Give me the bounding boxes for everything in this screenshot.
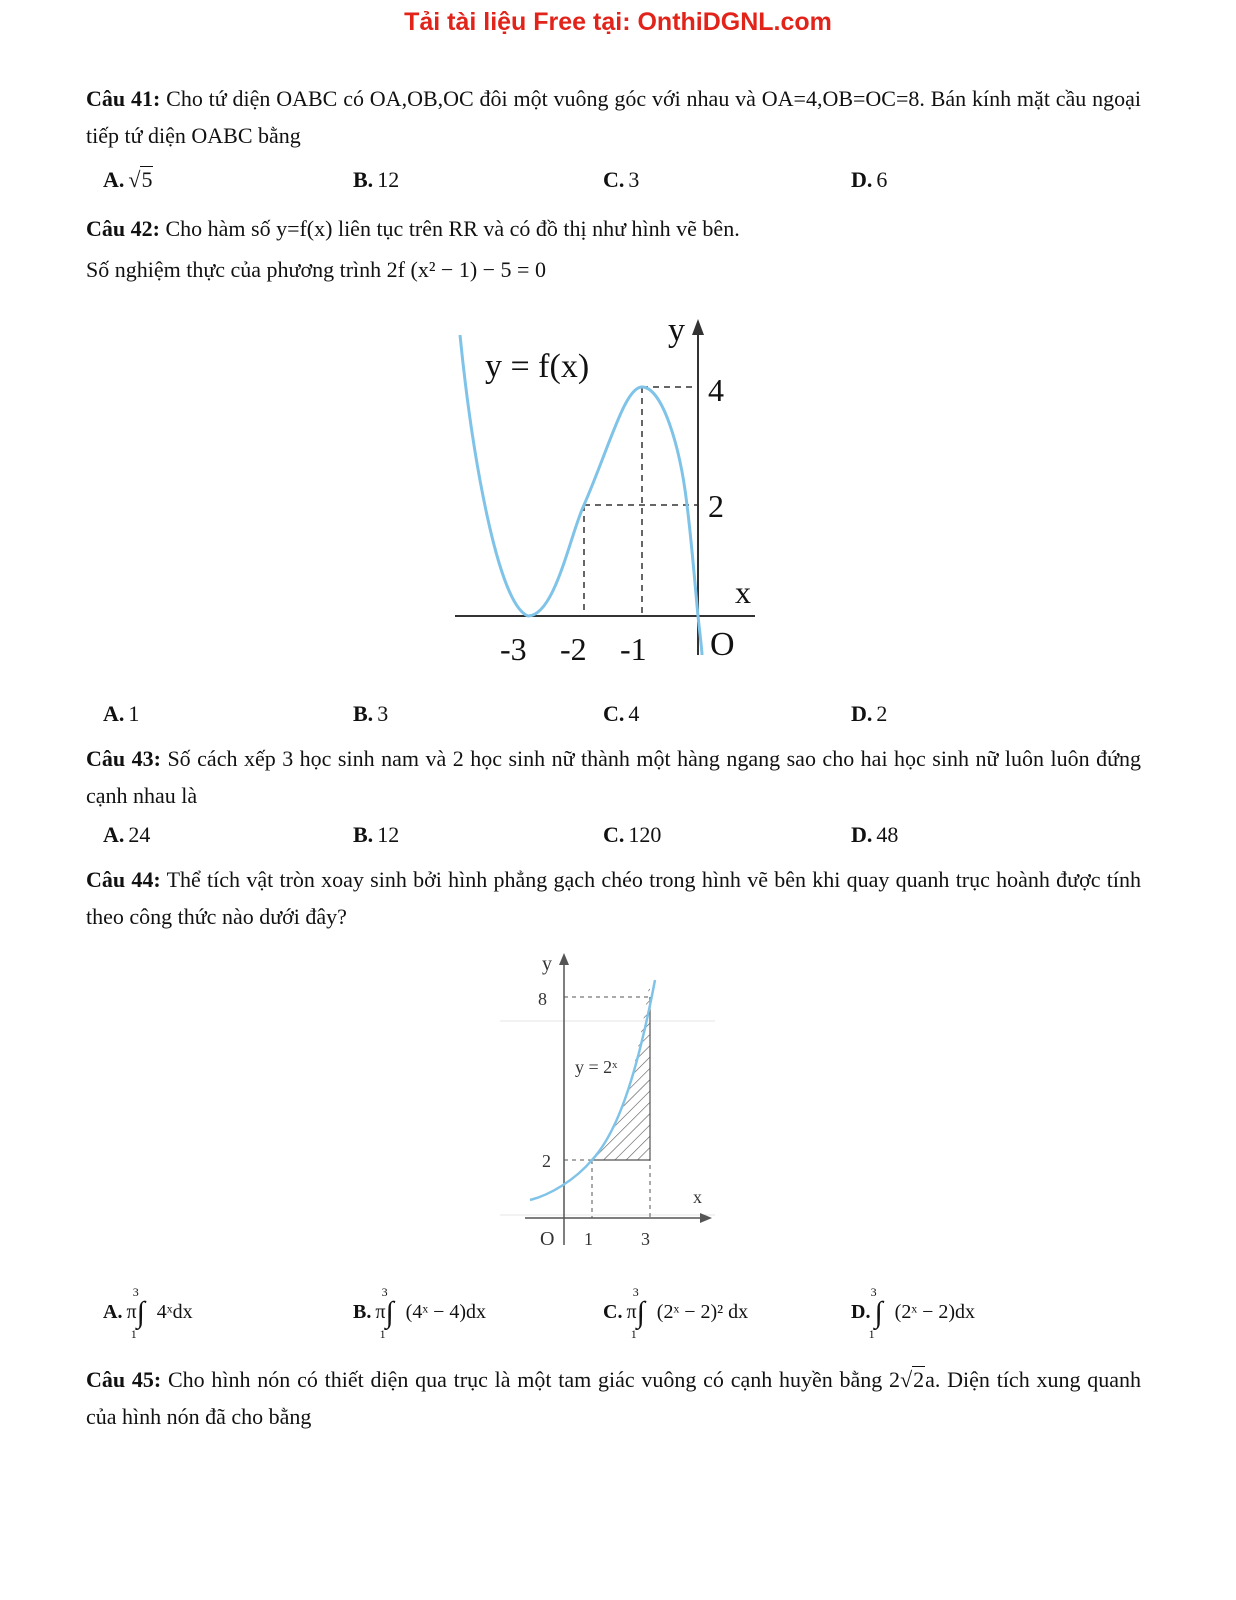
question-text-end: a. Diện tích xung quanh của hình nón đã cho bằng (86, 1367, 1141, 1429)
question-text: Cho tứ diện OABC có OA,OB,OC đôi một vuông góc với nhau và OA=4,OB=OC=8. Bán kính mặt cầu ngoại tiếp tứ diện OABC bằng (86, 86, 1142, 148)
y-tick-4: 4 (708, 372, 724, 408)
x-axis-label: x (693, 1187, 702, 1207)
option-c[interactable]: C. π∫$^3_1$(2ˣ − 2)² dx (603, 1285, 749, 1341)
source-banner[interactable]: Tải tài liệu Free tại: OnthiDGNL.com (404, 8, 832, 36)
option-a[interactable]: A. π∫$^3_1$4ˣdx (103, 1285, 193, 1341)
question-text: Số cách xếp 3 học sinh nam và 2 học sinh nữ thành một hàng ngang sao cho hai học sinh nữ luôn luôn đứng cạnh nhau là (86, 746, 1141, 808)
question-label: Câu 41: (86, 86, 161, 111)
y-axis-label: y (668, 312, 685, 349)
question-label: Câu 42: (86, 216, 160, 241)
question-label: Câu 45: (86, 1367, 162, 1392)
option-d[interactable]: D. 2 (851, 701, 888, 726)
option-d[interactable]: D. ∫$^3_1$(2ˣ − 2)dx (851, 1285, 976, 1341)
question-label: Câu 43: (86, 746, 161, 771)
option-d[interactable]: D. 6 (851, 167, 888, 192)
options-43 (103, 822, 1143, 856)
option-b[interactable]: B. 3 (353, 701, 389, 726)
origin-label: O (540, 1228, 555, 1250)
question-text: Cho hình nón có thiết diện qua trục là một tam giác vuông có cạnh huyền bằng 2 (167, 1367, 901, 1392)
x-axis-label: x (735, 574, 751, 610)
option-b[interactable]: B. 12 (353, 167, 400, 192)
question-41 (86, 80, 1141, 154)
y-axis-label: y (542, 953, 552, 975)
graph-f-x (430, 305, 770, 675)
option-d[interactable]: D. 48 (851, 822, 899, 847)
x-tick-3: 3 (641, 1229, 650, 1249)
x-tick-1: 1 (584, 1229, 593, 1249)
options-42 (103, 701, 1143, 735)
curve-label: y = 2ˣ (575, 1057, 618, 1077)
question-45: Câu 45: Cho hình nón có thiết diện qua trục là một tam giác vuông có cạnh huyền bằng 2√2a. Diện tích xung quanh của hình nón đã cho bằng (86, 1367, 1141, 1429)
question-43 (86, 740, 1141, 814)
origin-label: O (710, 626, 735, 663)
x-tick-neg3: -3 (500, 631, 527, 667)
option-a[interactable]: A. 1 (103, 701, 140, 726)
question-label: Câu 44: (86, 867, 161, 892)
y-tick-2: 2 (542, 1151, 551, 1171)
option-c[interactable]: C. 3 (603, 167, 640, 192)
guide-lines (584, 387, 698, 616)
question-44 (86, 861, 1141, 935)
y-tick-2: 2 (708, 488, 724, 524)
x-tick-neg1: -1 (620, 631, 647, 667)
option-a[interactable]: A. √5 (103, 167, 153, 192)
curve-label: y = f(x) (485, 348, 590, 385)
options-41 (103, 167, 1143, 201)
option-c[interactable]: C. 120 (603, 822, 662, 847)
graph-2-power-x (490, 945, 730, 1255)
y-axis-arrow (559, 953, 569, 965)
question-text: Cho hàm số y=f(x) liên tục trên RR và có đồ thị như hình vẽ bên. (165, 216, 740, 241)
x-tick-neg2: -2 (560, 631, 587, 667)
options-44 (103, 1278, 1143, 1344)
y-axis-arrow (692, 319, 704, 335)
radicand: 2 (913, 1367, 925, 1392)
question-42 (86, 210, 1141, 247)
option-b[interactable]: B. π∫$^3_1$(4ˣ − 4)dx (353, 1285, 487, 1341)
question-42-equation: Số nghiệm thực của phương trình 2f (x² − 1) − 5 = 0 (86, 257, 546, 282)
option-c[interactable]: C. 4 (603, 701, 640, 726)
question-text: Thể tích vật tròn xoay sinh bởi hình phẳng gạch chéo trong hình vẽ bên khi quay quanh trục hoành được tính theo công thức nào dưới đây? (86, 867, 1141, 929)
option-a[interactable]: A. 24 (103, 822, 151, 847)
y-tick-8: 8 (538, 989, 547, 1009)
option-b[interactable]: B. 12 (353, 822, 400, 847)
